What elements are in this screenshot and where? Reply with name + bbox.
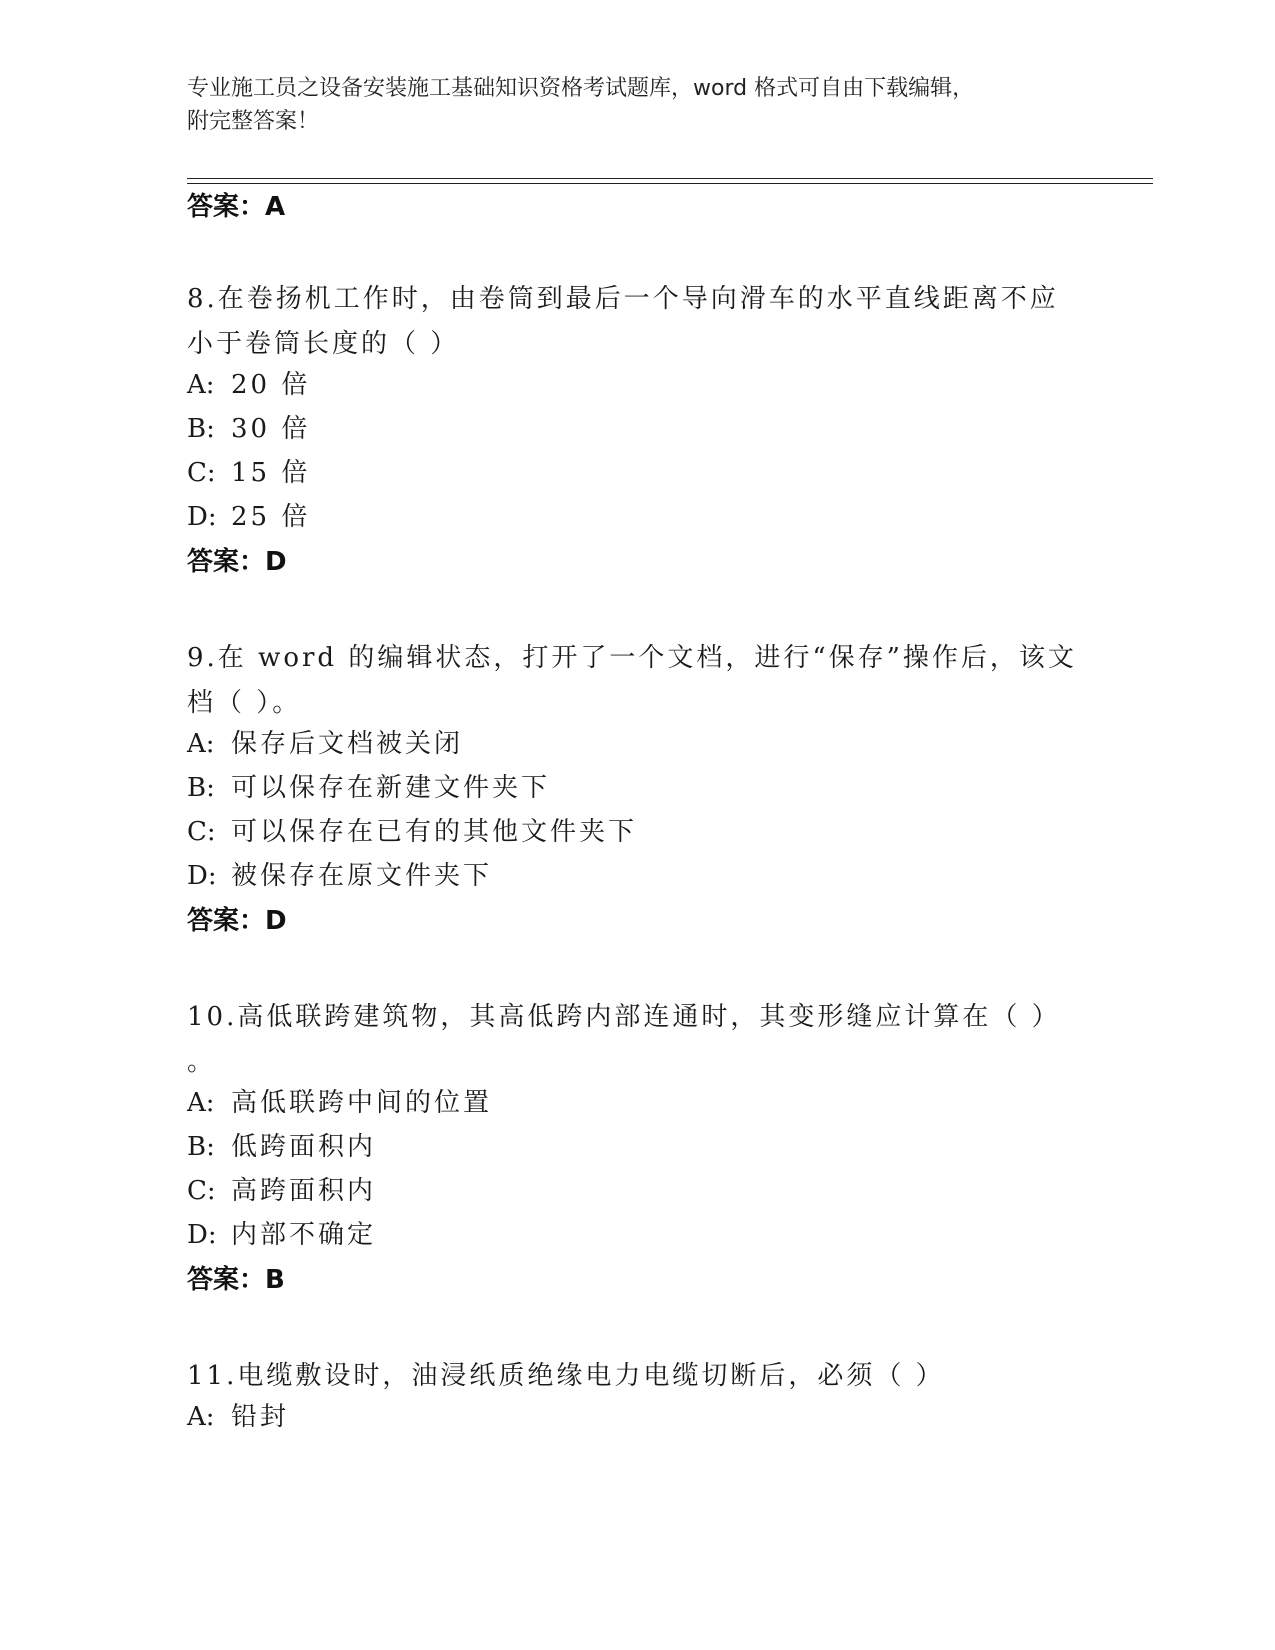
q10-option-c [187, 1174, 376, 1208]
option-text: 低跨面积内 [231, 1132, 377, 1162]
option-text: 被保存在原文件夹下 [231, 861, 493, 891]
q10-answer [187, 1263, 285, 1297]
option-key: B: [187, 773, 215, 803]
option-key: A: [187, 1402, 215, 1432]
option-key: B: [187, 414, 215, 444]
option-text: 内部不确定 [231, 1220, 377, 1250]
q10-option-b [187, 1130, 376, 1164]
option-key: A: [187, 1088, 215, 1118]
option-key: D: [187, 502, 217, 532]
q11-option-a [187, 1400, 289, 1434]
header-rule-bottom [187, 183, 1153, 184]
question-10-line-2: 。 [187, 1047, 217, 1077]
option-text: 高低联跨中间的位置 [231, 1088, 493, 1118]
question-8 [187, 277, 1087, 367]
q8-option-a [187, 368, 310, 402]
option-text: 铅封 [231, 1402, 290, 1432]
question-9-line-1: 9.在 word 的编辑状态，打开了一个文档，进行“保存”操作后，该文 [187, 643, 1077, 673]
q8-option-c [187, 456, 310, 490]
q8-option-d [187, 500, 310, 534]
answer-value: D [265, 906, 287, 936]
option-text: 可以保存在已有的其他文件夹下 [231, 817, 638, 847]
answer-label: 答案： [187, 906, 266, 936]
option-text: 30 倍 [231, 414, 311, 444]
option-text: 15 倍 [231, 458, 311, 488]
answer-label: 答案： [187, 547, 266, 577]
option-text: 保存后文档被关闭 [231, 729, 464, 759]
question-10-line-1: 10.高低联跨建筑物，其高低跨内部连通时，其变形缝应计算在（ ） [187, 1002, 1061, 1032]
option-text: 25 倍 [231, 502, 311, 532]
option-key: C: [187, 1176, 216, 1206]
answer-label: 答案： [187, 1265, 266, 1295]
question-10 [187, 995, 1087, 1085]
q9-option-a [187, 727, 463, 761]
option-text: 可以保存在新建文件夹下 [231, 773, 551, 803]
question-8-line-1: 8.在卷扬机工作时，由卷筒到最后一个导向滑车的水平直线距离不应 [187, 284, 1059, 314]
option-text: 20 倍 [231, 370, 311, 400]
q9-option-d [187, 859, 492, 893]
question-9 [187, 636, 1087, 726]
question-9-line-2: 档（ ）。 [187, 688, 302, 718]
answer-value: B [265, 1265, 285, 1295]
question-11-line-1: 11.电缆敷设时，油浸纸质绝缘电力电缆切断后，必须（ ） [187, 1361, 945, 1391]
option-key: A: [187, 370, 215, 400]
q10-option-d [187, 1218, 376, 1252]
q10-option-a [187, 1086, 492, 1120]
answer-label: 答案： [187, 192, 266, 222]
page-header [187, 72, 1067, 138]
answer-value: D [265, 547, 287, 577]
question-11 [187, 1354, 1087, 1399]
header-line-1: 专业施工员之设备安装施工基础知识资格考试题库，word 格式可自由下载编辑， [187, 76, 975, 101]
q8-answer [187, 545, 287, 579]
answer-value: A [265, 192, 286, 222]
option-text: 高跨面积内 [231, 1176, 377, 1206]
header-line-2: 附完整答案！ [187, 109, 320, 134]
q9-answer [187, 904, 287, 938]
header-rule-top [187, 178, 1153, 179]
q9-option-b [187, 771, 550, 805]
answer-line [187, 190, 285, 224]
q9-option-c [187, 815, 637, 849]
question-8-line-2: 小于卷筒长度的（ ） [187, 329, 460, 359]
option-key: D: [187, 1220, 217, 1250]
option-key: B: [187, 1132, 215, 1162]
q8-option-b [187, 412, 310, 446]
option-key: A: [187, 729, 215, 759]
option-key: C: [187, 458, 216, 488]
option-key: C: [187, 817, 216, 847]
option-key: D: [187, 861, 217, 891]
